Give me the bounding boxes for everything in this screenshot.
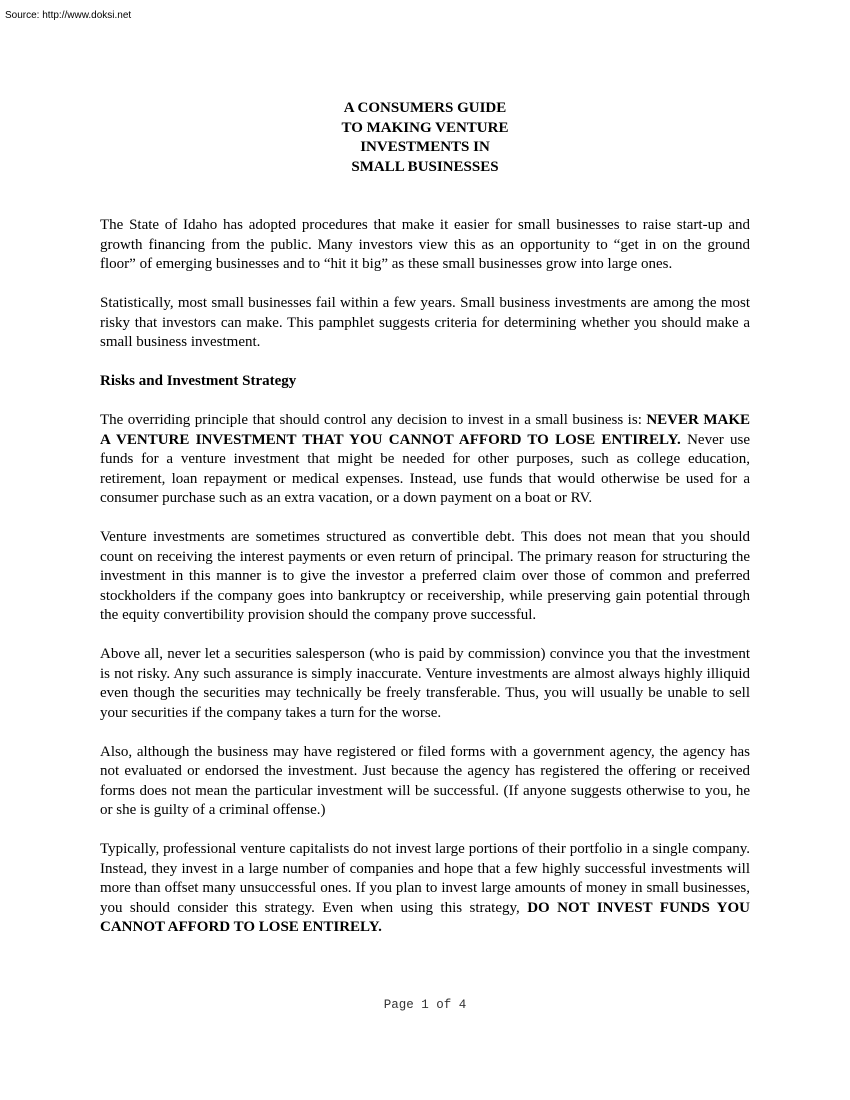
principle-emphasis: NEVER MAKE A VENTURE INVESTMENT THAT YOU CANNOT AFFORD TO LOSE ENTIRELY. [100,412,750,448]
portfolio-text: Typically, professional venture capitalists do not invest large portions of their portfolio in a single company. Instead, they invest in a large number of companies and hope that a few highly successful investments will more than offset many unsuccessful ones. If you plan to invest large amounts of money in small businesses, you should consider this strategy. Even when using this strategy, [100,841,750,916]
paragraph-portfolio [100,840,750,938]
portfolio-emphasis: DO NOT INVEST FUNDS YOU CANNOT AFFORD TO LOSE ENTIRELY. [100,899,750,935]
title-line-3: INVESTMENTS IN [360,139,490,155]
principle-text-end: Never use funds for a venture investment that might be needed for other purposes, such as college education, retirement, loan repayment or medical expenses. Instead, use funds that would otherwise be used for a consumer purchase such as an extra vacation, or a down payment on a boat or RV. [100,431,751,506]
section-heading: Risks and Investment Strategy [100,373,297,389]
title-line-2: TO MAKING VENTURE [341,119,509,136]
document-title [100,99,750,177]
document-page [100,99,750,938]
paragraph-intro: The State of Idaho has adopted procedures that make it easier for small businesses to raise start-up and growth financing from the public. Many investors view this as an opportunity to “get in on the ground floor” of emerging businesses and to “hit it big” as these small businesses grow into large ones. [100,217,750,272]
title-line-1: A CONSUMERS GUIDE [343,100,507,116]
principle-text-start: The overriding principle that should control any decision to invest in a small business is: [100,412,647,428]
paragraph-convertible-debt: Venture investments are sometimes structured as convertible debt. This does not mean that you should count on receiving the interest payments or even return of principal. The primary reason for structuring the investment in this manner is to give the investor a preferred claim over those of common and preferred stockholders if the company goes into bankruptcy or receivership, while preserving gain potential through the equity convertibility provision should the company prove successful. [100,529,750,623]
paragraph-statistics: Statistically, most small businesses fail within a few years. Small business investments are among the most risky that investors can make. This pamphlet suggests criteria for determining whether you should make a small business investment. [100,295,750,350]
page-footer: Page 1 of 4 [383,998,467,1012]
paragraph-salesperson: Above all, never let a securities salesperson (who is paid by commission) convince you that the investment is not risky. Any such assurance is simply inaccurate. Venture investments are almost always highly illiquid even though the securities may technically be freely transferable. Thus, you will usually be unable to sell your securities if the company takes a turn for the worse. [100,646,750,721]
title-line-4: SMALL BUSINESSES [351,158,499,175]
paragraph-principle [100,411,750,509]
source-note: Source: http://www.doksi.net [5,10,132,21]
paragraph-government-agency: Also, although the business may have registered or filed forms with a government agency, the agency has not evaluated or endorsed the investment. Just because the agency has registered the offering or received forms does not mean the particular investment will be successful. (If anyone suggests otherwise to you, he or she is guilty of a criminal offense.) [100,743,750,818]
